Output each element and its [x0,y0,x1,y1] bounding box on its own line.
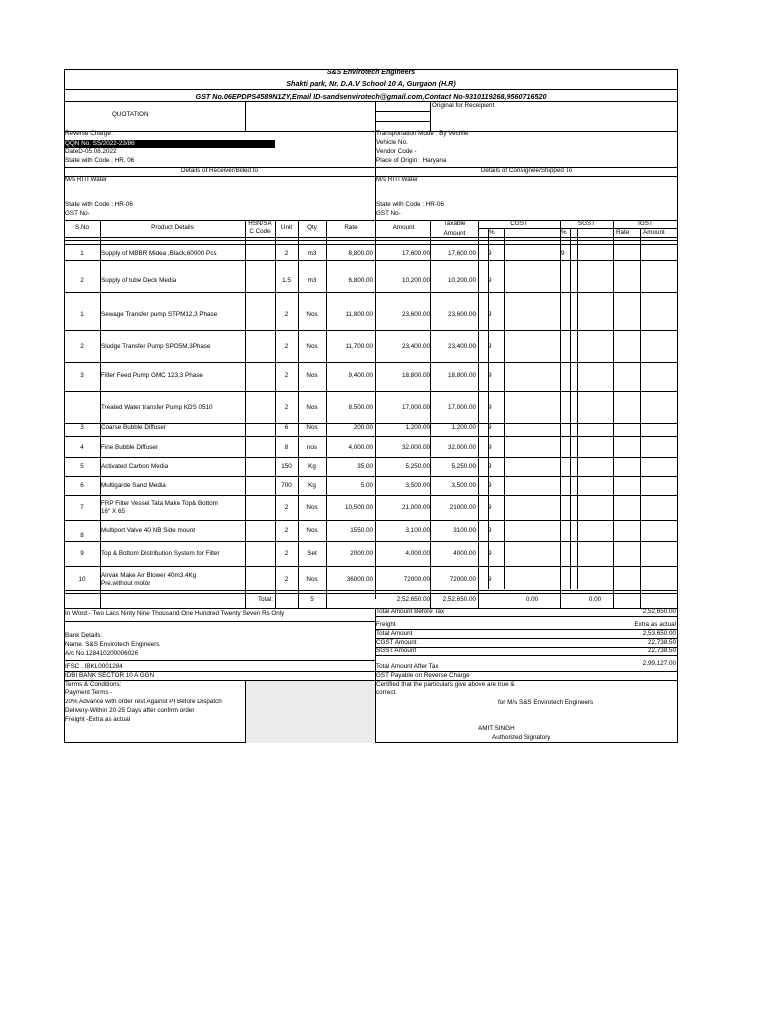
row-taxable: 4000.00 [453,549,476,557]
quotation-sheet [64,69,678,743]
header-qty: Qty [307,224,317,231]
row-product: Activated Carbon Media [101,462,169,470]
row-cgst: 9 [488,372,492,379]
header-unit: Unit [280,224,293,231]
before-tax-value: 2,52,650.00 [642,608,676,615]
before-tax-label: Total Amount Before Tax [376,608,445,615]
row-taxable: 3100.00 [453,526,476,534]
row-sno: 5 [80,462,84,470]
row-rate: 11,700.00 [345,342,373,350]
header-igst-amount: Amount [643,229,665,236]
transport-mode: Transportation Mode : By Vechile [376,130,469,137]
receiver-gst: GST No- [65,210,90,217]
row-sno: 6 [80,481,84,489]
row-qty: Nos [306,503,318,511]
row-amount: 1,200.00 [405,423,430,431]
row-amount: 32,000.00 [401,443,430,451]
terms-advance: 20% Advance with order rest Against PI Before Dispatch [65,699,222,705]
row-rate: 8,800.00 [348,250,373,257]
bank-branch: IDBI BANK SECTOR 10 A GGN [65,672,155,679]
row-sno: 9 [80,549,84,557]
row-unit: 2 [284,372,289,379]
original-label: Original for Receipient [432,102,495,109]
header-sgst: SGST [577,220,596,227]
certified-line-2: correct. [376,689,397,696]
row-product: Airvak Make Air Blower 40m3.4Kg [101,571,197,579]
row-qty: Kg [308,481,316,489]
total-taxable: 2,52,650.00 [442,596,476,603]
row-product: Supply of tube Deck Media [101,277,177,284]
row-sno: 4 [80,443,84,451]
row-unit: 2 [284,549,289,557]
row-unit: 2 [284,503,289,511]
row-amount: 5,250.00 [405,462,430,470]
row-sno: 2 [80,277,84,284]
row-product: Filter Feed Pump GMC 123,3 Phase [101,372,203,379]
row-sno: 10 [78,575,86,583]
terms-shaded-cell [246,681,375,743]
certified-line-1: Certified that the particulars give above are true & [376,681,515,688]
row-amount: 3,100.00 [405,526,430,534]
row-unit: 700 [281,481,292,489]
freight-label: Freight [376,621,396,628]
state-code: State with Code : HR, 06 [65,157,135,164]
row-product: Treated Water transfer Pump KDS 0510 [101,403,213,411]
row-qty: Nos [306,526,318,534]
header-hsn-1: HSN/SA [248,220,272,227]
company-name: S&S Envirotech Engineers [326,69,416,76]
consignee-state: State with Code : HR-06 [376,201,444,208]
total-amount-value: 2,53,650.00 [642,630,676,637]
row-cgst: 9 [488,311,492,318]
signatory-designation: Authorized Signatory [492,734,551,741]
total-amount-label: Total Amount [376,630,413,637]
row-amount: 17,000.00 [401,403,430,411]
header-taxable-1: Taxable [443,220,466,227]
row-taxable: 17,000.00 [447,403,476,411]
row-qty: Nos [306,575,318,583]
row-cgst: 9 [488,423,492,431]
reverse-charge: Reverse Charge : [65,130,115,137]
row-cgst: 9 [488,403,492,411]
row-taxable: 23,400.00 [447,342,476,350]
header-product: Product Details [151,224,194,231]
row-taxable: 1,200.00 [451,423,476,431]
row-sno: 3 [80,423,84,431]
terms-heading: Terms & Conditions: [65,681,122,688]
after-tax-value: 2,99,127.00 [642,660,676,667]
row-amount: 72000.00 [403,575,430,583]
after-tax-label: Total Amount After Tax [376,663,439,670]
row-product: FRP Filter Vessel Tata Make Top& Bottom [101,499,218,507]
row-cgst: 9 [488,503,492,511]
row-unit: 2 [284,311,289,318]
terms-delivery: Delivery-Within 20-25 Days after confirm order [65,707,195,714]
doc-title: QUOTATION [112,111,149,118]
row-cgst: 9 [488,443,492,451]
row-cgst: 9 [488,575,492,583]
consignee-name: M/s RITI Water [376,176,419,183]
row-unit: 1.5 [282,277,291,284]
qqn-number: QQN No. SS/2022-23/86 [65,140,135,147]
row-taxable: 23,600.00 [447,311,476,318]
row-unit: 2 [284,403,289,411]
row-unit: 150 [281,462,292,470]
row-rate: 11,800.00 [345,311,373,318]
header-sno: S.No [75,224,89,231]
row-sno: 3 [80,372,84,379]
row-amount: 3,500.00 [405,481,430,489]
row-cgst: 9 [488,526,492,534]
row-product: Sewage Transfer pump STPM12,3 Phase [101,311,218,318]
row-amount: 17,600.00 [401,250,430,257]
row-rate: 36000.00 [346,575,373,583]
row-amount: 23,600.00 [401,311,430,318]
cgst-amount-label: CGST Amount [376,639,417,646]
company-address: Shakti park, Nr. D.A.V School 10 A, Gurgaon (H.R) [286,79,456,88]
row-sgst: 9 [561,250,565,257]
row-qty: Kg [308,462,316,470]
consignee-heading: Details of Consignee/Shipped To [480,167,573,174]
total-qty: 5 [310,596,314,603]
row-product-line-2: 16" X 65 [101,507,125,515]
row-cgst: 9 [488,462,492,470]
for-company: for M/s S&S Envirotech Engineers [498,699,594,706]
row-amount: 4,000.00 [405,549,430,557]
consignee-gst: GST No- [376,210,401,217]
row-taxable: 5,250.00 [451,462,476,470]
row-qty: Nos [306,403,318,411]
row-amount: 18,800.00 [401,372,430,379]
header-sgst-pct: % [561,229,567,236]
receiver-state: State with Code : HR-06 [65,201,133,208]
row-cgst: 9 [488,277,492,284]
row-unit: 2 [284,526,289,534]
freight-value: Extra as actual [634,621,676,628]
row-rate: 6,800.00 [348,277,373,284]
amount-in-words: In Word:- Two Lacs Ninty Nine Thousand One Hundred Twenty Seven Rs Only [65,610,285,617]
row-taxable: 72000.00 [449,575,476,583]
row-rate: 200.00 [353,423,373,431]
row-rate: 5.00 [360,481,373,489]
row-cgst: 9 [488,481,492,489]
total-sgst: 0.00 [588,596,602,603]
row-qty: nos [306,443,318,451]
row-rate: 8,500.00 [348,403,373,411]
row-qty: m3 [307,250,317,257]
row-amount: 23,400.00 [401,342,430,350]
row-unit: 2 [284,250,289,257]
row-rate: 10,500.00 [344,503,373,511]
row-qty: Nos [306,311,318,318]
row-product: Multiport Valve 40 NB Side mount [101,526,196,534]
total-cgst: 0.00 [525,596,539,603]
bank-ifsc: IFSC . IBKL0001284 [65,663,123,670]
row-qty: Nos [306,342,318,350]
terms-payment: Payment Terms - [65,689,113,696]
row-taxable: 18,800.00 [447,372,476,379]
row-cgst: 9 [488,549,492,557]
row-unit: 8 [284,443,289,451]
vendor-code: Vendor Code - [376,148,417,155]
row-sno: 2 [80,342,84,350]
total-amount: 2,52,650.00 [396,596,430,603]
row-sno: 8 [80,532,84,539]
quote-date: DateD-05.08.2022 [65,148,117,155]
row-qty: Nos [306,372,318,379]
row-qty: Nos [306,423,318,431]
row-taxable: 3,500.00 [451,481,476,489]
place-of-origin: Place of Origin : Haryana [376,157,447,164]
row-taxable: 10,200.00 [447,277,476,284]
row-rate: 2000.00 [350,549,373,557]
row-rate: 9,400.00 [348,372,373,379]
row-unit: 2 [284,342,289,350]
total-label: Total: [257,596,273,603]
header-hsn-2: C Code [249,228,271,235]
bank-account: A/c No.128410200006026 [65,650,139,657]
receiver-heading: Details of Receiver/Billed to [181,167,258,174]
sgst-amount-label: SGST Amount [376,647,417,654]
row-product-line-2: Pre.without motor [101,579,151,587]
row-unit: 2 [284,575,289,583]
row-product: Multigarde Sand Media [101,481,166,489]
row-sno: 7 [80,503,84,511]
row-product: Fine Bubble Diffuser [101,443,158,451]
row-rate: 35.00 [357,462,373,470]
header-amount: Amount [392,224,415,231]
row-product: Top & Bottom Distribution System for Filter [101,549,220,557]
company-gst-line: GST No.06EPDPS4589N1ZY,Email ID-sandsenvirotech@gmail.com,Contact No-9310119268,9560716520 [195,92,547,101]
terms-freight: Freight -Extra as actual [65,716,131,723]
row-taxable: 17,600.00 [447,250,476,257]
receiver-name: M/s RITI Water [65,176,108,183]
header-igst-rate: Rate [616,229,630,236]
header-rate: Rate [344,224,358,231]
bank-name: Name. S&S Envirotech Engineers [65,641,160,648]
header-cgst-pct: % [489,229,495,236]
row-product: Coarse Bubble Diffuser [101,423,166,431]
row-cgst: 9 [488,342,492,350]
cgst-amount-value: 22,738.50 [647,639,676,646]
header-cgst: CGST [510,220,528,227]
row-taxable: 21000.00 [449,503,476,511]
row-product: Supply of MBBR Midea ,Black,60000 Pcs [101,250,217,257]
row-qty: m3 [307,277,317,284]
row-unit: 6 [284,423,289,431]
row-cgst: 9 [488,250,492,257]
row-qty: Set [307,549,317,557]
signatory-name: AMIT SINGH [478,725,515,732]
row-product: Sludge Transfer Pump SPO5M,3Phase [101,342,211,350]
row-taxable: 32,000.00 [447,443,476,451]
row-rate: 1550.00 [350,526,373,534]
row-rate: 4,000.00 [348,443,373,451]
vehicle-no: Vehicle No. [376,139,408,146]
bank-heading: Bank Details: [65,632,103,639]
row-sno: 1 [80,311,84,318]
row-amount: 10,200.00 [401,277,430,284]
reverse-charge-label: GST Payable on Reverse Charge [376,672,470,679]
sgst-amount-value: 22,738.50 [647,647,676,654]
row-sno: 1 [80,250,84,257]
row-amount: 21,000.00 [401,503,430,511]
header-igst: IGST [638,220,653,227]
header-taxable-2: Amount [443,230,466,237]
